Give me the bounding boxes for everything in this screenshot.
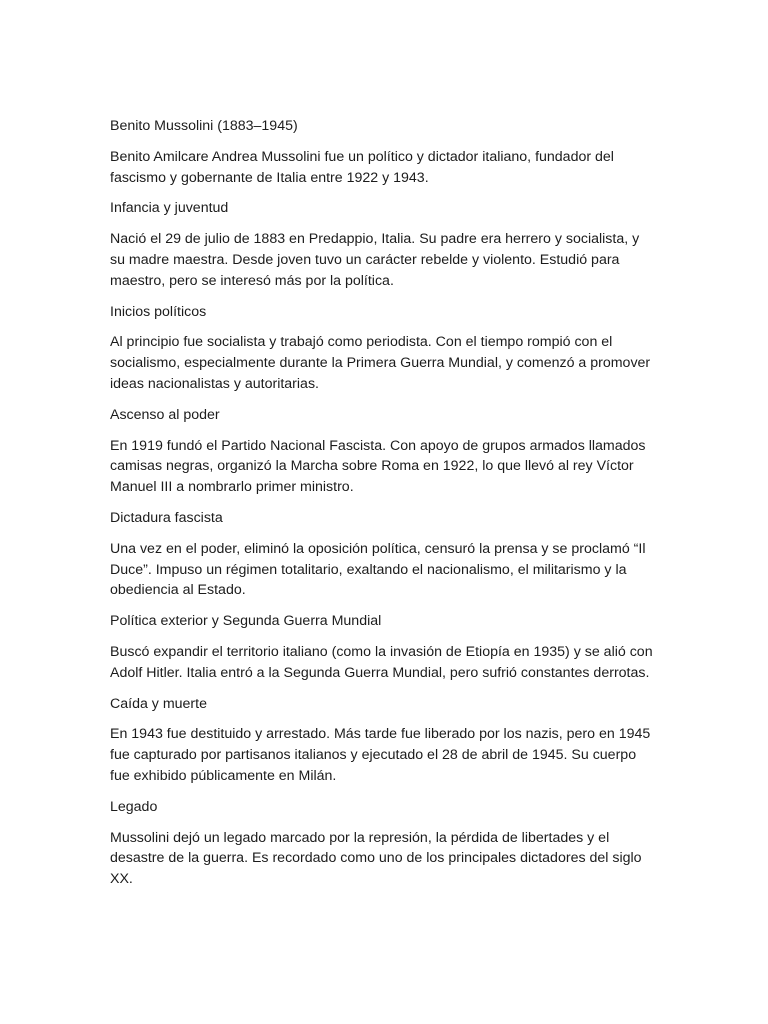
section-heading-legado: Legado [110, 798, 158, 815]
document-body [110, 116, 655, 900]
section-body-legado: Mussolini dejó un legado marcado por la represión, la pérdida de libertades y el desastre de la guerra. Es recordado como uno de los principales dictadores del siglo XX. [110, 829, 642, 888]
section-heading-caida: Caída y muerte [110, 695, 207, 712]
section-heading-inicios: Inicios políticos [110, 303, 207, 320]
section-heading-ascenso: Ascenso al poder [110, 406, 220, 423]
section-heading-dictadura: Dictadura fascista [110, 509, 223, 526]
intro-paragraph: Benito Amilcare Andrea Mussolini fue un político y dictador italiano, fundador del fascismo y gobernante de Italia entre 1922 y 1943. [110, 148, 614, 186]
section-heading-politica-exterior: Política exterior y Segunda Guerra Mundial [110, 613, 382, 630]
section-body-dictadura: Una vez en el poder, eliminó la oposición política, censuró la prensa y se proclamó “Il Duce”. Impuso un régimen totalitario, exaltando el nacionalismo, el militarismo y la obediencia al Estado. [110, 540, 646, 599]
section-body-infancia: Nació el 29 de julio de 1883 en Predappio, Italia. Su padre era herrero y socialista, y su madre maestra. Desde joven tuvo un carácter rebelde y violento. Estudió para maestro, pero se interesó más por la política. [110, 231, 640, 289]
section-body-ascenso: En 1919 fundó el Partido Nacional Fascista. Con apoyo de grupos armados llamados camisas negras, organizó la Marcha sobre Roma en 1922, lo que llevó al rey Víctor Manuel III a nombrarlo primer ministro. [110, 437, 646, 496]
section-body-politica-exterior: Buscó expandir el territorio italiano (como la invasión de Etiopía en 1935) y se alió con Adolf Hitler. Italia entró a la Segunda Guerra Mundial, pero sufrió constantes derrotas. [110, 643, 653, 681]
section-body-inicios: Al principio fue socialista y trabajó como periodista. Con el tiempo rompió con el socialismo, especialmente durante la Primera Guerra Mundial, y comenzó a promover ideas nacionalistas y autoritarias. [110, 334, 651, 392]
section-heading-infancia: Infancia y juventud [110, 200, 229, 217]
document-title: Benito Mussolini (1883–1945) [110, 118, 298, 134]
section-body-caida: En 1943 fue destituido y arrestado. Más tarde fue liberado por los nazis, pero en 1945 fue capturado por partisanos italianos y ejecutado el 28 de abril de 1945. Su cuerpo fue exhibido públicamente en Milán. [110, 726, 651, 784]
